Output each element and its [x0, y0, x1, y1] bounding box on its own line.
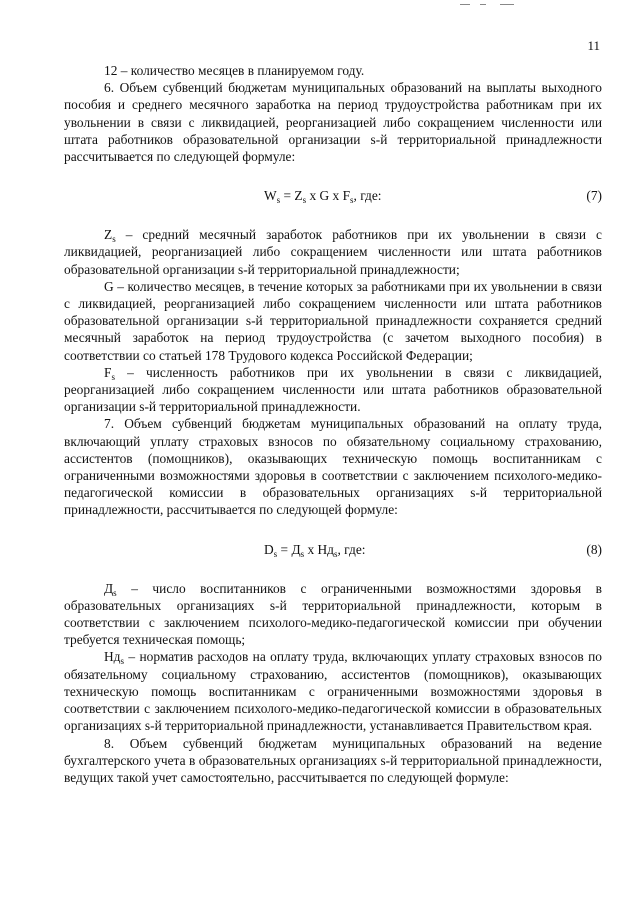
formula-8-expression: $D_s = Д_s$ x $Нд_s$, где: — [264, 541, 366, 559]
paragraph-def-g: G – количество месяцев, в течение которых за работниками при их увольнении в связи с ликвидацией, реорганизацией либо сокращением численности или штата работников образовательной организации s-й территориальной принадлежности сохраняется средний месячный заработок на период трудоустройства (с зачетом выходного пособия) в соответствии со статьей 178 Трудового кодекса Российской Федерации; — [64, 278, 602, 363]
formula-8 — [64, 541, 602, 558]
paragraph-def-nds: $Нд_s$ – норматив расходов на оплату труда, включающих уплату страховых взносов по обязательному социальному страхованию, ассистентов (помощников), оказывающих техническую помощь воспитанникам с ограниченными возможностями здоровья в соответствии с заключением психолого-медико-педагогической комиссии в образовательных организациях s-й территориальной принадлежности, устанавливается Правительством края. — [64, 649, 602, 734]
formula-7 — [64, 187, 602, 204]
formula-7-expression: $W_s = Z_s$ x G x $F_s$, где: — [264, 188, 382, 206]
paragraph-item-6: 6. Объем субвенций бюджетам муниципальных образований на выплаты выходного пособия и среднего месячного заработка на период трудоустройства работникам при их увольнении в связи с ликвидацией, реорганизацией либо сокращением численности или штата работников образовательной организации s-й территориальной принадлежности рассчитывается по следующей формуле: — [64, 80, 602, 165]
paragraph-def-zs: $Z_s$ – средний месячный заработок работников при их увольнении в связи с ликвидацией, реорганизацией либо сокращением численности или штата работников образовательной организации s-й территориальной принадлежности; — [64, 227, 602, 277]
document-body — [64, 62, 602, 786]
paragraph-def-fs: $F_s$ – численность работников при их увольнении в связи с ликвидацией, реорганизацией либо сокращением численности или штата работников образовательной организации s-й территориальной принадлежности. — [64, 364, 602, 415]
paragraph-item-7: 7. Объем субвенций бюджетам муниципальных образований на оплату труда, включающий уплату страховых взносов по обязательному социальному страхованию, ассистентов (помощников), оказывающих техническую помощь воспитанникам с ограниченными возможностями здоровья в соответствии с заключением психолого-медико-педагогической комиссии в образовательных организациях s-й территориальной принадлежности, рассчитывается по следующей формуле: — [64, 416, 602, 518]
formula-7-number: (7) — [586, 188, 602, 204]
scan-artifact — [460, 4, 520, 6]
formula-8-number: (8) — [586, 541, 602, 557]
page-number: 11 — [587, 38, 600, 53]
paragraph-months: 12 – количество месяцев в планируемом году. — [104, 63, 365, 78]
paragraph-item-8: 8. Объем субвенций бюджетам муниципальных образований на ведение бухгалтерского учета в образовательных организациях s-й территориальной принадлежности, ведущих такой учет самостоятельно, рассчитывается по следующей формуле: — [64, 735, 602, 785]
paragraph-def-ds: $Д_s$ – число воспитанников с ограниченными возможностями здоровья в образовательных организациях s-й территориальной принадлежности, которым в соответствии с заключением психолого-медико-педагогической комиссии при обучении требуется техническая помощь; — [64, 580, 602, 648]
